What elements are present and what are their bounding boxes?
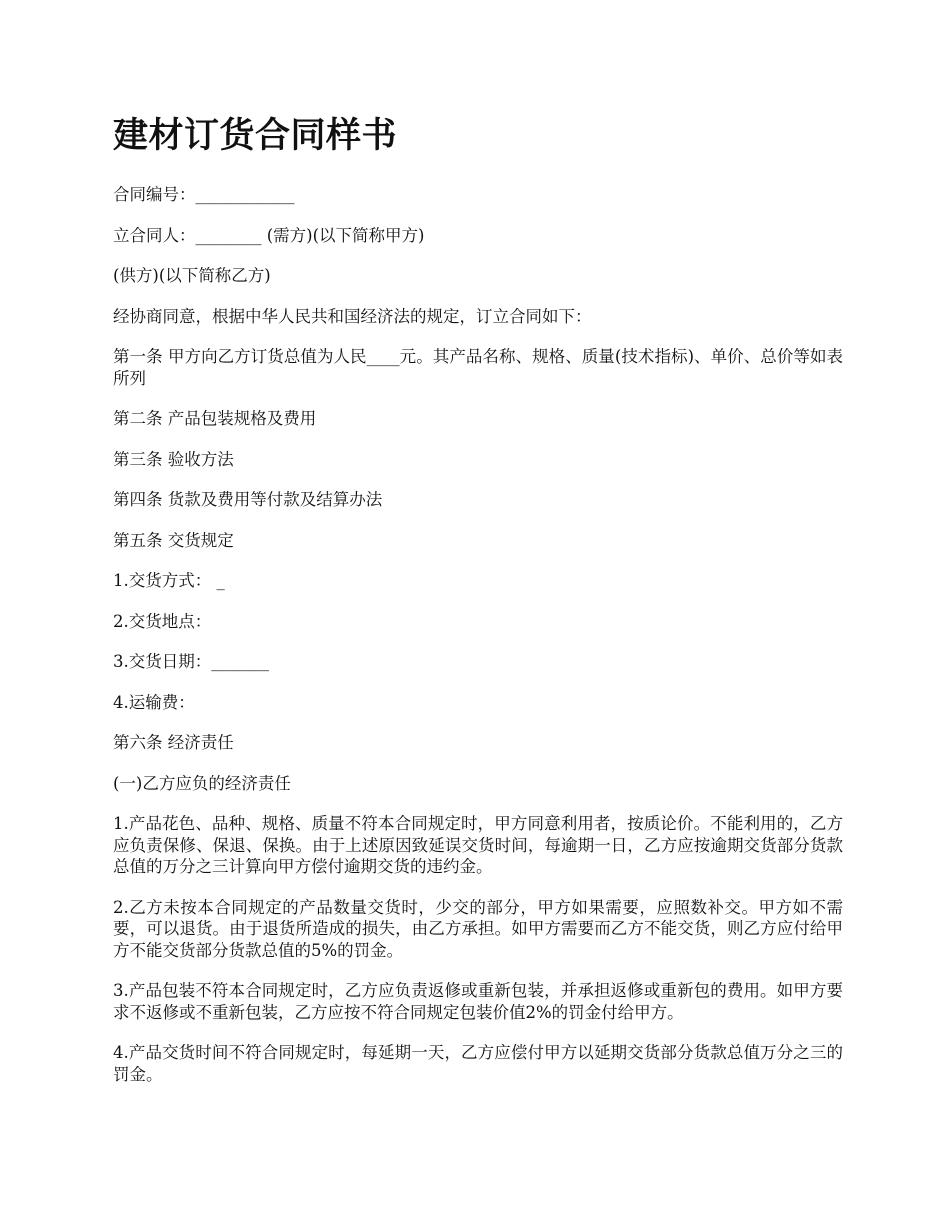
- article-1-paragraph: 第一条 甲方向乙方订货总值为人民____元。其产品名称、规格、质量(技术指标)、单价、总价等如表所列: [113, 347, 843, 388]
- delivery-date-line: 3.交货日期：_______: [113, 652, 269, 671]
- liability-clause-2: 2.乙方未按本合同规定的产品数量交货时，少交的部分，甲方如果需要，应照数补交。甲方如不需要，可以退货。由于退货所造成的损失，由乙方承担。如甲方需要而乙方不能交货，则乙方应付给甲方不能交货部分货款总值的5%的罚金。: [113, 897, 843, 960]
- document-title: 建材订货合同样书: [113, 116, 398, 156]
- preamble-paragraph: 经协商同意，根据中华人民共和国经济法的规定，订立合同如下：: [113, 306, 592, 326]
- liability-clause-1: 1.产品花色、品种、规格、质量不符本合同规定时，甲方同意利用者，按质论价。不能利用的，乙方应负责保修、保退、保换。由于上述原因致延误交货时间，每逾期一日，乙方应按逾期交货部分货款总值的万分之三计算向甲方偿付逾期交货的违约金。: [113, 814, 843, 876]
- contract-number-line: 合同编号：____________: [113, 185, 295, 204]
- article-2-heading: 第二条 产品包装规格及费用: [113, 409, 317, 428]
- party-b-line: (供方)(以下简称乙方): [113, 266, 271, 285]
- party-b-liability-heading: (一)乙方应负的经济责任: [113, 773, 291, 793]
- delivery-method-line: 1.交货方式： _: [113, 571, 225, 590]
- shipping-fee-line: 4.运输费：: [113, 692, 195, 712]
- liability-clause-3: 3.产品包装不符本合同规定时，乙方应负责返修或重新包装，并承担返修或重新包的费用。如甲方要求不返修或不重新包装，乙方应按不符合同规定包装价值2%的罚金付给甲方。: [113, 981, 843, 1022]
- article-3-heading: 第三条 验收方法: [113, 449, 234, 469]
- document-page: [113, 114, 843, 1104]
- delivery-place-line: 2.交货地点：: [113, 611, 212, 631]
- article-6-heading: 第六条 经济责任: [113, 733, 234, 752]
- party-a-line: 立合同人：________ (需方)(以下简称甲方): [113, 225, 425, 245]
- article-5-heading: 第五条 交货规定: [113, 530, 234, 550]
- liability-clause-4: 4.产品交货时间不符合同规定时，每延期一天，乙方应偿付甲方以延期交货部分货款总值万分之三的罚金。: [113, 1043, 843, 1084]
- article-4-heading: 第四条 货款及费用等付款及结算办法: [113, 490, 383, 509]
